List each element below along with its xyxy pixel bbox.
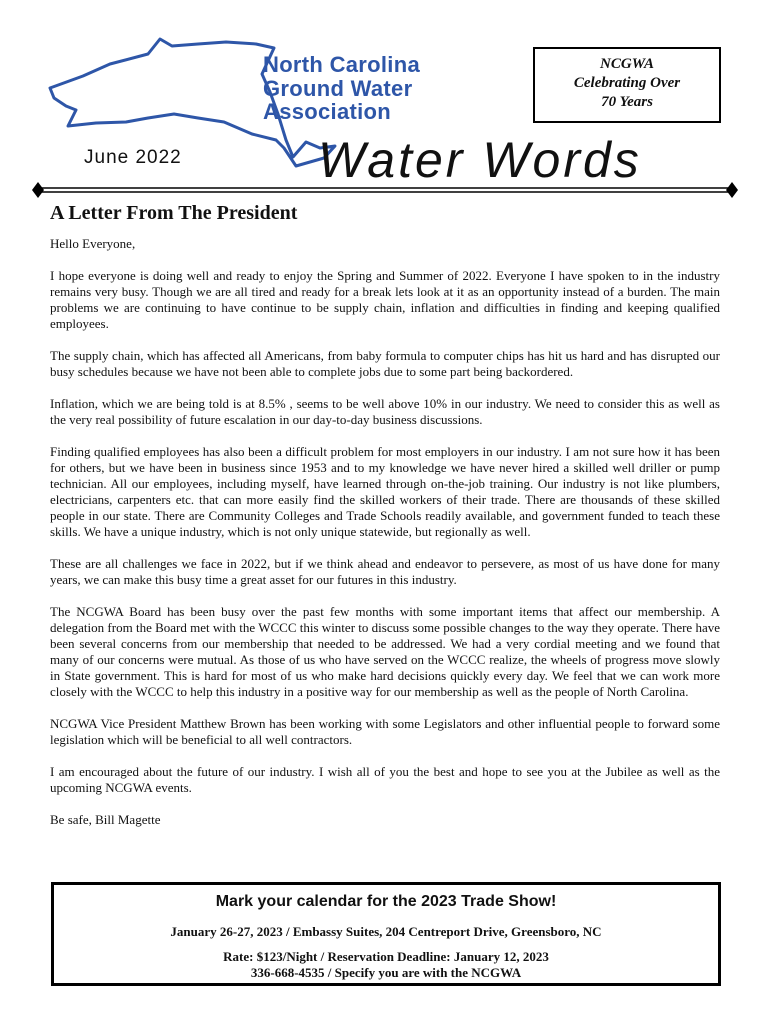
anniversary-line: NCGWA xyxy=(600,56,654,72)
letter-signoff: Be safe, Bill Magette xyxy=(50,812,161,827)
trade-show-contact: 336-668-4535 / Specify you are with the NCGWA xyxy=(250,965,522,980)
anniversary-line: Celebrating Over xyxy=(573,75,681,91)
trade-show-title: Mark your calendar for the 2023 Trade Show! xyxy=(215,893,557,910)
org-name-line: North Carolina xyxy=(263,52,420,77)
trade-show-rate: Rate: $123/Night / Reservation Deadline: January 12, 2023 xyxy=(223,949,549,964)
header-divider xyxy=(30,181,740,199)
letter-body xyxy=(50,236,720,844)
letter-paragraph: These are all challenges we face in 2022, but if we think ahead and endeavor to persevere, as most of us have done for many years, we can make this busy time a great asset for our futures in this industry. xyxy=(50,556,720,587)
letter-paragraph: The supply chain, which has affected all Americans, from baby formula to computer chips has hit us hard and has disrupted our busy schedules because we have not been able to complete jobs due to some part being backordered. xyxy=(50,348,720,379)
organization-name xyxy=(263,53,420,124)
letter-paragraph: The NCGWA Board has been busy over the past few months with some important items that affect our membership. A delegation from the Board met with the WCCC this winter to discuss some possible changes to the way they operate. There have been several concerns from our membership that needed to be addressed. We had a very cordial meeting and we found that many of our concerns were mutual. As those of us who have served on the WCCC realize, the wheels of progress move slowly in State government. This is hard for most of us who make hard decisions quickly every day. We feel that we can work more closely with the WCCC to help this industry in a positive way for our membership as well as the people of North Carolina. xyxy=(50,604,720,699)
org-name-line: Association xyxy=(263,99,391,124)
trade-show-announcement xyxy=(51,882,721,986)
org-name-line: Ground Water xyxy=(263,75,413,101)
letter-paragraph: Finding qualified employees has also been a difficult problem for most employers in our industry. I am not sure how it has been for others, but we have been in business since 1953 and to my knowledge we have never hired a skilled well driller or pump technician. All our employees, including myself, have learned through on-the-job training. Our industry is not like plumbers, electricians, carpenters etc. that can more easily find the skilled workers of their trade. There are thousands of these skilled people in our state. There are Community Colleges and Trade Schools readily available, and government funded to teach these skills. We have a unique industry, which is not only unique statewide, but regionally as well. xyxy=(50,444,720,539)
letter-heading: A Letter From The President xyxy=(50,202,298,224)
letter-paragraph: Inflation, which we are being told is at 8.5% , seems to be well above 10% in our industry. We need to consider this as well as the very real possibility of future escalation in our day-to-day business discussions. xyxy=(50,396,720,427)
anniversary-line: 70 Years xyxy=(601,94,653,110)
letter-paragraph: NCGWA Vice President Matthew Brown has been working with some Legislators and other influential people to forward some legislation which will be beneficial to all well contractors. xyxy=(50,716,720,747)
newsletter-title: Water Words xyxy=(318,132,642,188)
letter-paragraph: I am encouraged about the future of our industry. I wish all of you the best and hope to see you at the Jubilee as well as the upcoming NCGWA events. xyxy=(50,764,720,795)
letter-paragraph: Hello Everyone, xyxy=(50,236,136,251)
trade-show-dates-venue: January 26-27, 2023 / Embassy Suites, 204 Centreport Drive, Greensboro, NC xyxy=(170,924,602,939)
anniversary-box xyxy=(533,47,721,123)
issue-date: June 2022 xyxy=(84,147,182,168)
letter-paragraph: I hope everyone is doing well and ready to enjoy the Spring and Summer of 2022. Everyone I have spoken to in the industry remains very busy. Though we are all tired and ready for a break lets look at it as an opportunity instead of a burden. The main problems we are continuing to have continue to be supply chain, inflation and difficulties in finding and keeping qualified employees. xyxy=(50,268,720,331)
